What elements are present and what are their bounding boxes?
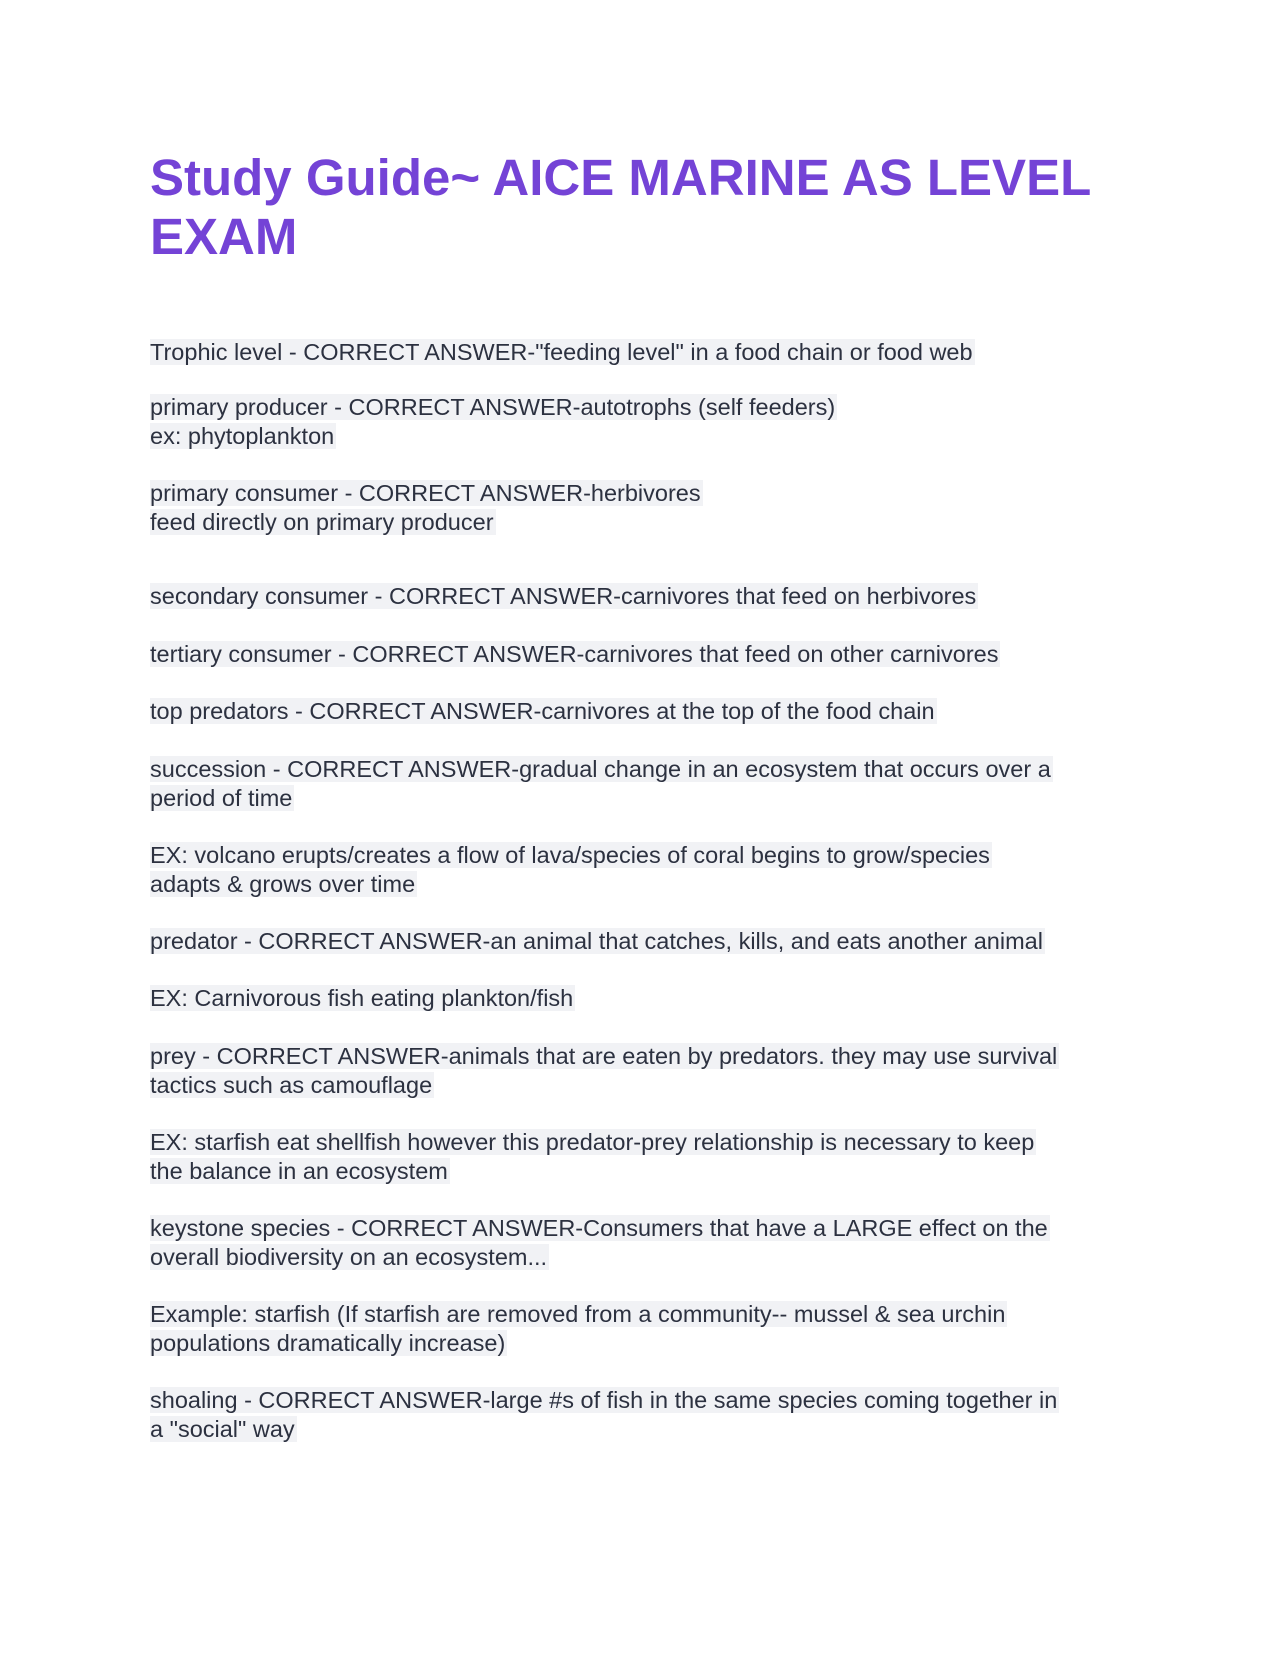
entry-keystone-example [150, 1300, 1007, 1358]
entry-line: prey - CORRECT ANSWER-animals that are eaten by predators. they may use survival [150, 1043, 1058, 1069]
entry-line: overall biodiversity on an ecosystem... [150, 1244, 548, 1270]
entry-line: period of time [150, 785, 293, 811]
entry-succession [150, 755, 1053, 813]
entry-trophic-level [150, 338, 975, 367]
entry-predator [150, 927, 1045, 956]
page-title: Study Guide~ AICE MARINE AS LEVEL EXAM [150, 149, 1091, 265]
entry-line: populations dramatically increase) [150, 1330, 506, 1356]
entry-line: ex: phytoplankton [150, 423, 335, 449]
entry-line: EX: starfish eat shellfish however this predator-prey relationship is necessary to keep [150, 1129, 1035, 1155]
entry-line: EX: Carnivorous fish eating plankton/fish [150, 985, 574, 1011]
entry-line: a "social" way [150, 1416, 295, 1442]
entry-secondary-consumer [150, 582, 978, 611]
entry-line: keystone species - CORRECT ANSWER-Consumers that have a LARGE effect on the [150, 1215, 1048, 1241]
entry-line: the balance in an ecosystem [150, 1158, 448, 1184]
entry-line: shoaling - CORRECT ANSWER-large #s of fish in the same species coming together in [150, 1387, 1058, 1413]
entry-line: adapts & grows over time [150, 871, 416, 897]
entry-line: tertiary consumer - CORRECT ANSWER-carnivores that feed on other carnivores [150, 641, 999, 667]
entry-line: succession - CORRECT ANSWER-gradual change in an ecosystem that occurs over a [150, 756, 1051, 782]
entry-line: Example: starfish (If starfish are removed from a community-- mussel & sea urchin [150, 1301, 1006, 1327]
entry-line: primary producer - CORRECT ANSWER-autotrophs (self feeders) [150, 394, 836, 420]
entry-primary-consumer [150, 479, 703, 537]
entry-line: primary consumer - CORRECT ANSWER-herbivores [150, 480, 701, 506]
entry-keystone-species [150, 1214, 1050, 1272]
entry-line: Trophic level - CORRECT ANSWER-"feeding level" in a food chain or food web [150, 339, 973, 365]
entry-shoaling [150, 1386, 1059, 1444]
entry-predator-example [150, 984, 575, 1013]
entry-line: feed directly on primary producer [150, 509, 494, 535]
entry-top-predators [150, 697, 937, 726]
entry-line: EX: volcano erupts/creates a flow of lava/species of coral begins to grow/species [150, 842, 990, 868]
entry-succession-example [150, 841, 992, 899]
entry-line: predator - CORRECT ANSWER-an animal that catches, kills, and eats another animal [150, 928, 1043, 954]
entry-tertiary-consumer [150, 640, 1000, 669]
entry-line: top predators - CORRECT ANSWER-carnivores at the top of the food chain [150, 698, 935, 724]
entry-line: secondary consumer - CORRECT ANSWER-carnivores that feed on herbivores [150, 583, 977, 609]
entry-line: tactics such as camouflage [150, 1072, 433, 1098]
entry-primary-producer [150, 393, 837, 451]
entry-prey-example [150, 1128, 1036, 1186]
entry-prey [150, 1042, 1059, 1100]
